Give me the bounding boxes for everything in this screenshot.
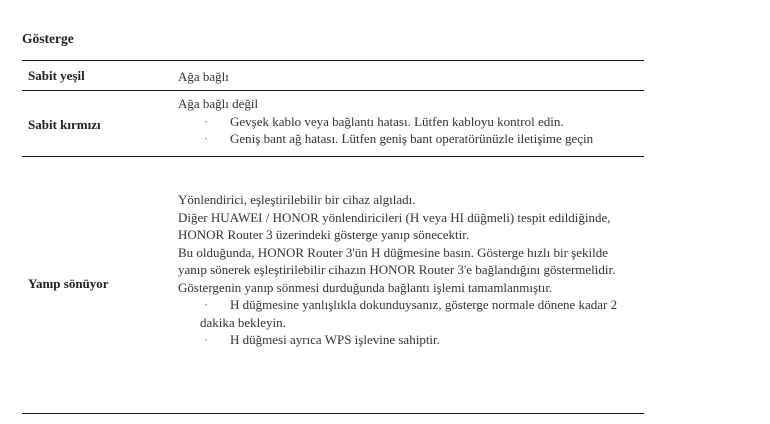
row-description: [178, 68, 640, 86]
table-row-solid-red: [22, 91, 644, 157]
table-row-blinking: [22, 157, 644, 414]
description-line: Diğer HUAWEI / HONOR yönlendiricileri (H veya HI düğmeli) tespit edildiğinde, HONOR Router 3 üzerindeki gösterge yanıp sönecektir.: [178, 209, 611, 242]
indicator-table: [22, 60, 644, 414]
row-label: Sabit yeşil: [28, 68, 85, 83]
description-text: Ağa bağlı değil: [178, 96, 259, 111]
bullet-text: Geniş bant ağ hatası. Lütfen geniş bant operatörünüzle iletişime geçin: [230, 131, 594, 146]
bullet-icon: ·: [204, 332, 209, 347]
row-label: Yanıp sönüyor: [28, 276, 109, 291]
row-description: [178, 95, 640, 148]
row-description: [178, 191, 644, 349]
bullet-icon: ·: [204, 297, 209, 312]
bullet-text: Gevşek kablo veya bağlantı hatası. Lütfen kabloyu kontrol edin.: [230, 113, 564, 129]
description-line: Bu olduğunda, HONOR Router 3'ün H düğmesine basın. Gösterge hızlı bir şekilde yanıp sönerek eşleştirilebilir cihazın HONOR Router 3'e bağlandığını göstermelidir. Göstergenin yanıp sönmesi durduğunda bağlantı işlemi tamamlanmıştır.: [178, 244, 616, 295]
bullet-item: [178, 113, 640, 131]
bullet-icon: ·: [204, 131, 209, 146]
bullet-item: [178, 130, 640, 148]
bullet-item: [178, 296, 644, 331]
row-label: Sabit kırmızı: [28, 117, 101, 132]
bullet-item: [178, 331, 644, 349]
bullet-text: H düğmesine yanlışlıkla dokunduysanız, gösterge normale dönene kadar 2 dakika bekleyin.: [200, 297, 618, 330]
table-row-solid-green: [22, 61, 644, 91]
description-text: Ağa bağlı: [178, 69, 229, 84]
section-title: Gösterge: [22, 31, 74, 46]
bullet-icon: ·: [204, 113, 209, 129]
description-line: Yönlendirici, eşleştirilebilir bir cihaz algıladı.: [178, 192, 416, 207]
bullet-text: H düğmesi ayrıca WPS işlevine sahiptir.: [230, 332, 440, 347]
